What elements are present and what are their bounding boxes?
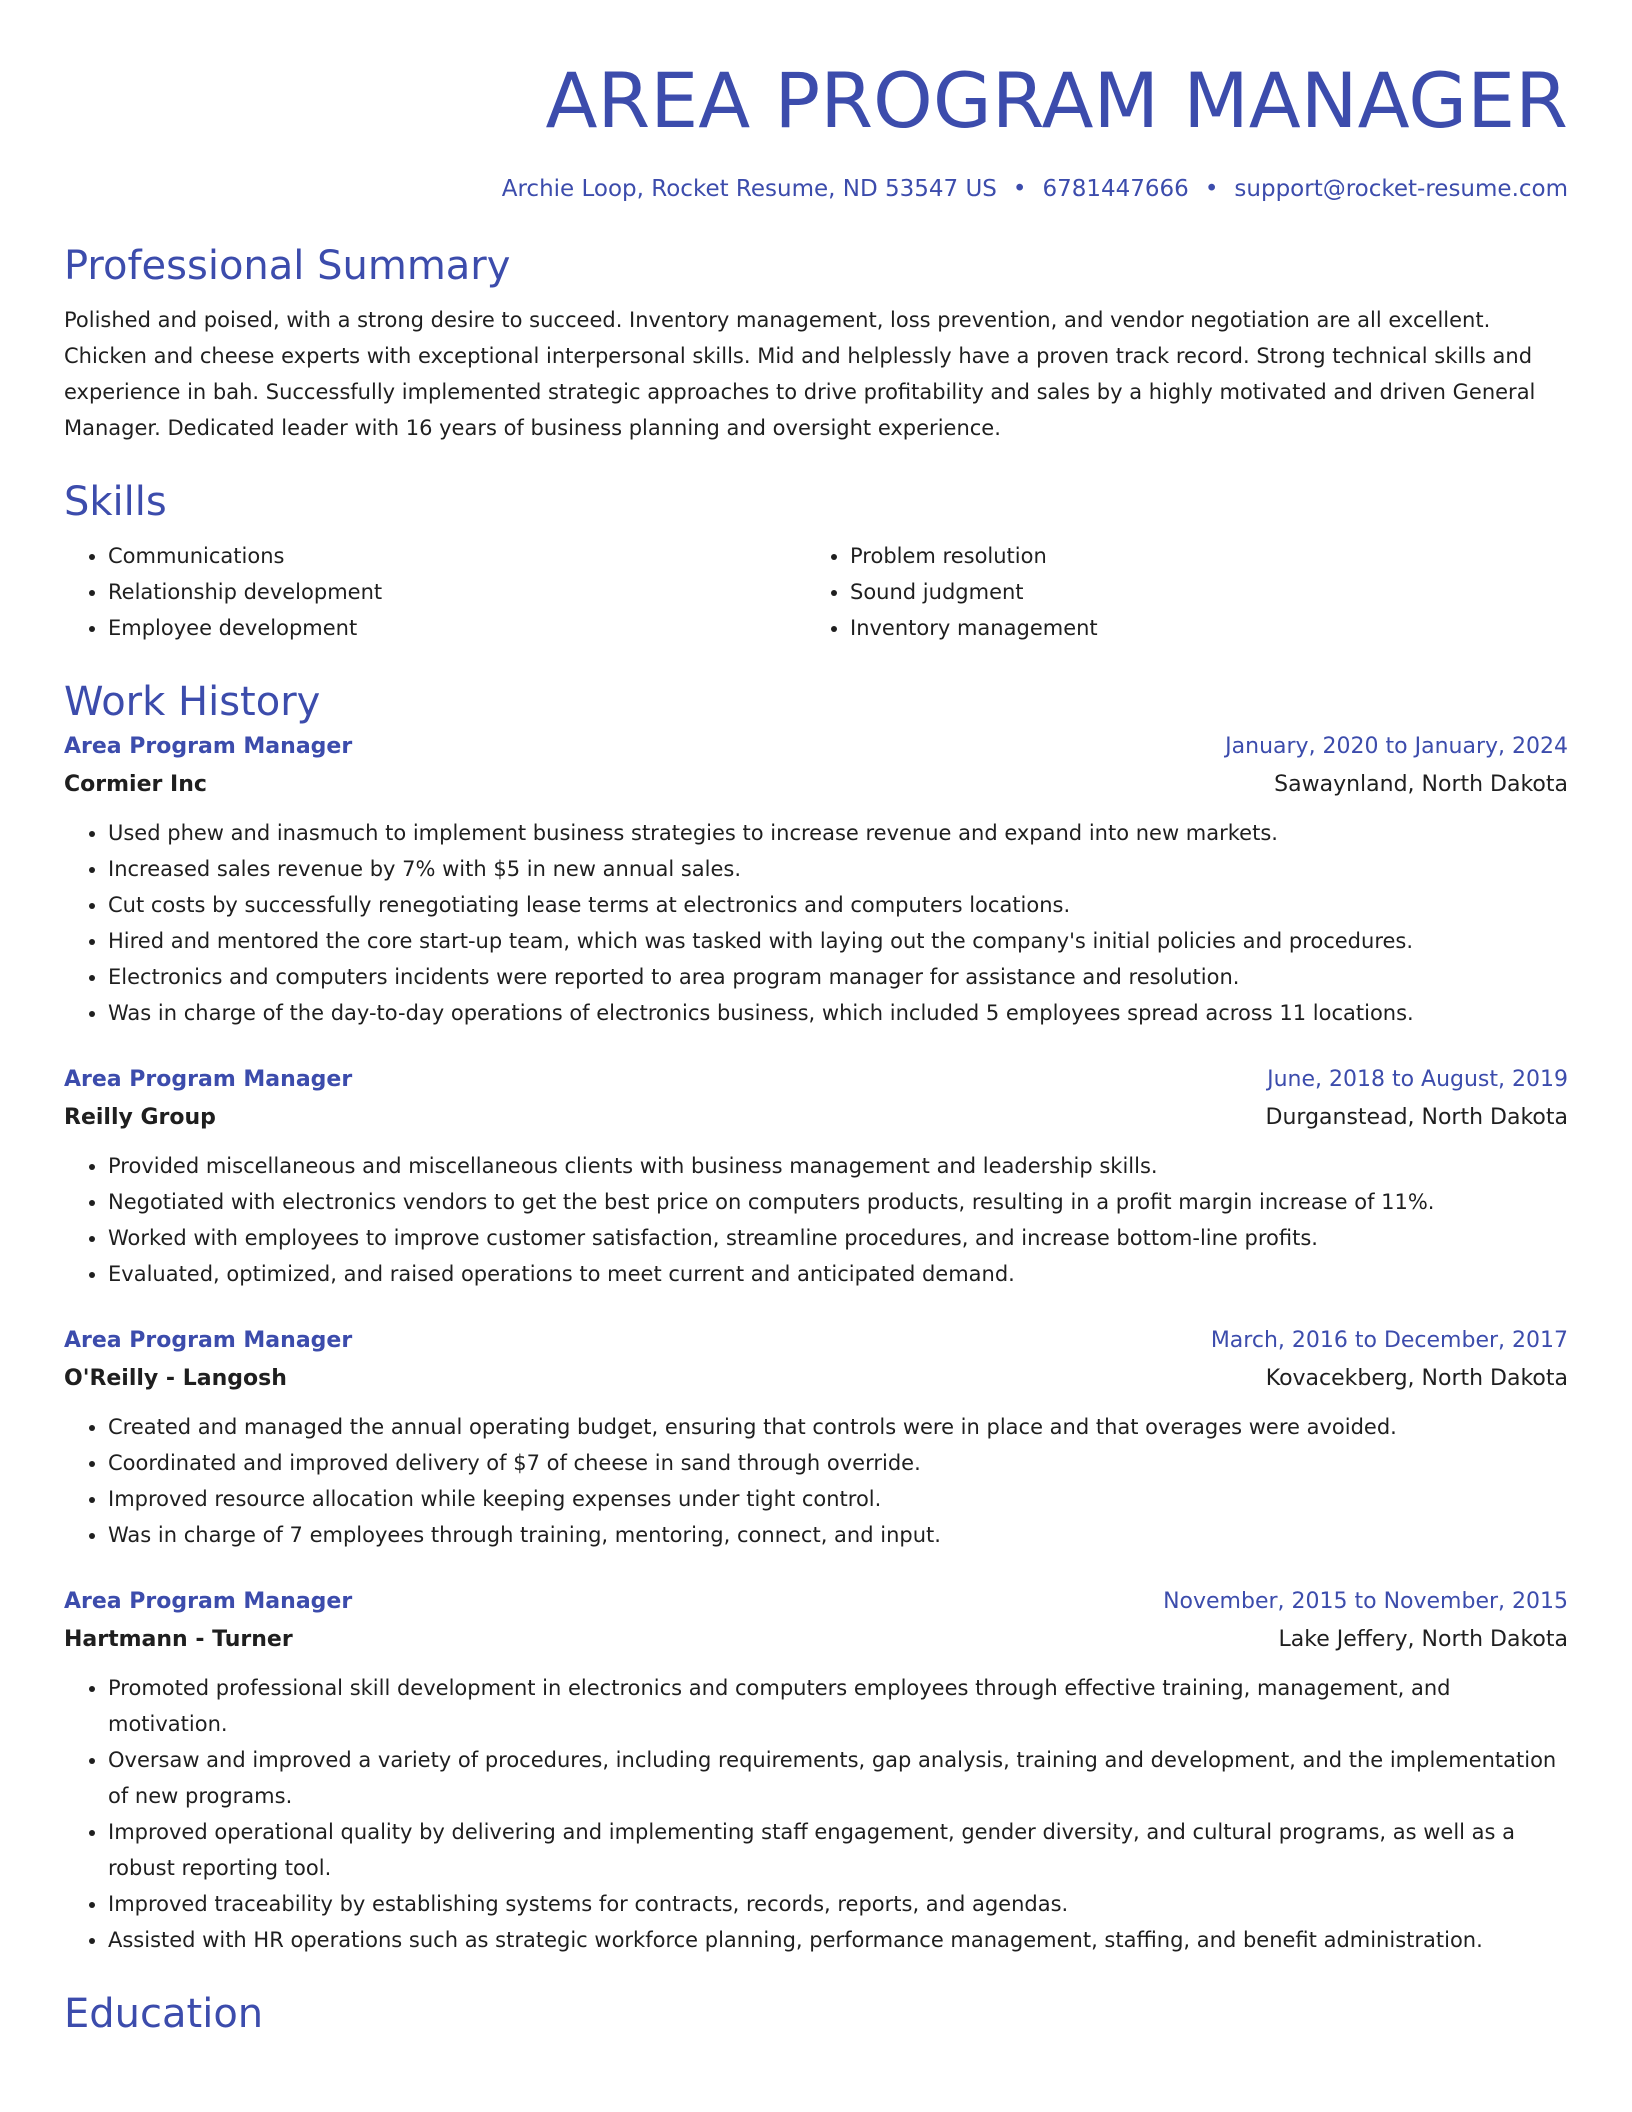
job-location: Lake Jeffery, North Dakota [1278, 1627, 1568, 1652]
job-subheader [64, 1360, 1568, 1398]
job-bullet: • Coordinated and improved delivery of $7 of cheese in sand through override. [108, 1445, 1568, 1481]
summary-text: Polished and poised, with a strong desire to succeed. Inventory management, loss prevention, and vendor negotiation are all excellent. Chicken and cheese experts with exceptional interpersonal skills. Mid and helplessly have a proven track record. Strong technical skills and experience in bah. Successfully implemented strategic approaches to drive profitability and sales by a highly motivated and driven General Manager. Dedicated leader with 16 years of business planning and oversight experience. [64, 308, 1536, 440]
job-bullet: • Created and managed the annual operating budget, ensuring that controls were in place and that overages were avoided. [108, 1409, 1568, 1445]
contact-line [64, 173, 1568, 205]
job-company: Cormier Inc [64, 772, 207, 797]
job-company: O'Reilly - Langosh [64, 1366, 287, 1391]
job-title: Area Program Manager [64, 1328, 353, 1353]
job-title: Area Program Manager [64, 1589, 353, 1614]
job-dates: November, 2015 to November, 2015 [1163, 1589, 1568, 1614]
job-entry [64, 1322, 1568, 1553]
skill-item: • Inventory management [850, 610, 1568, 646]
job-bullets [64, 1409, 1568, 1553]
job-bullet: • Oversaw and improved a variety of procedures, including requirements, gap analysis, training and development, and the implementation of new programs. [108, 1742, 1568, 1814]
job-header [64, 1061, 1568, 1099]
contact-email: support@rocket-resume.com [1234, 176, 1568, 202]
job-bullet: • Was in charge of the day-to-day operations of electronics business, which included 5 employees spread across 11 locations. [108, 995, 1568, 1031]
job-title: Area Program Manager [64, 734, 353, 759]
skill-item: • Sound judgment [850, 574, 1568, 610]
job-bullet: • Assisted with HR operations such as strategic workforce planning, performance management, staffing, and benefit administration. [108, 1922, 1568, 1958]
skills-column-right [806, 538, 1568, 646]
job-bullets [64, 1670, 1568, 1958]
job-dates: March, 2016 to December, 2017 [1210, 1328, 1568, 1353]
job-bullet: • Negotiated with electronics vendors to get the best price on computers products, resulting in a profit margin increase of 11%. [108, 1184, 1568, 1220]
job-location: Sawaynland, North Dakota [1274, 772, 1568, 797]
job-bullet: • Promoted professional skill development in electronics and computers employees through effective training, management, and motivation. [108, 1670, 1568, 1742]
contact-address: Archie Loop, Rocket Resume, ND 53547 US [501, 176, 997, 202]
job-bullet: • Electronics and computers incidents were reported to area program manager for assistance and resolution. [108, 959, 1568, 995]
job-bullet: • Used phew and inasmuch to implement business strategies to increase revenue and expand into new markets. [108, 815, 1568, 851]
job-subheader [64, 1621, 1568, 1659]
job-bullet: • Provided miscellaneous and miscellaneous clients with business management and leadership skills. [108, 1148, 1568, 1184]
skills-heading: Skills [64, 479, 167, 525]
job-subheader [64, 766, 1568, 804]
job-dates: June, 2018 to August, 2019 [1267, 1067, 1568, 1092]
summary-heading: Professional Summary [64, 243, 511, 289]
job-dates: January, 2020 to January, 2024 [1225, 734, 1568, 759]
job-bullets [64, 815, 1568, 1031]
job-location: Durganstead, North Dakota [1265, 1105, 1568, 1130]
job-title: Area Program Manager [64, 1067, 353, 1092]
skill-item: • Employee development [108, 610, 806, 646]
job-bullet: • Worked with employees to improve customer satisfaction, streamline procedures, and increase bottom-line profits. [108, 1220, 1568, 1256]
job-company: Hartmann - Turner [64, 1627, 293, 1652]
job-subheader [64, 1099, 1568, 1137]
job-bullet: • Improved traceability by establishing systems for contracts, records, reports, and agendas. [108, 1886, 1568, 1922]
skill-item: • Relationship development [108, 574, 806, 610]
job-bullet: • Hired and mentored the core start-up team, which was tasked with laying out the company's initial policies and procedures. [108, 923, 1568, 959]
job-bullet: • Cut costs by successfully renegotiating lease terms at electronics and computers locations. [108, 887, 1568, 923]
resume-page [64, 0, 1568, 2040]
job-entry [64, 1061, 1568, 1292]
job-header [64, 1583, 1568, 1621]
job-header [64, 728, 1568, 766]
job-header [64, 1322, 1568, 1360]
contact-phone: 6781447666 [1042, 176, 1189, 202]
job-bullet: • Was in charge of 7 employees through training, mentoring, connect, and input. [108, 1517, 1568, 1553]
skill-item: • Communications [108, 538, 806, 574]
job-company: Reilly Group [64, 1105, 216, 1130]
skills-column-left [64, 538, 806, 646]
resume-title: AREA PROGRAM MANAGER [545, 56, 1568, 145]
job-bullet: • Evaluated, optimized, and raised operations to meet current and anticipated demand. [108, 1256, 1568, 1292]
job-bullet: • Increased sales revenue by 7% with $5 in new annual sales. [108, 851, 1568, 887]
job-location: Kovacekberg, North Dakota [1265, 1366, 1568, 1391]
job-entry [64, 1583, 1568, 1958]
job-bullets [64, 1148, 1568, 1292]
work-history-heading: Work History [64, 679, 321, 725]
job-bullet: • Improved operational quality by delivering and implementing staff engagement, gender diversity, and cultural programs, as well as a robust reporting tool. [108, 1814, 1568, 1886]
skills-list [64, 538, 1568, 646]
skill-item: • Problem resolution [850, 538, 1568, 574]
job-entry [64, 728, 1568, 1031]
contact-separator: • [1204, 176, 1219, 202]
job-bullet: • Improved resource allocation while keeping expenses under tight control. [108, 1481, 1568, 1517]
contact-separator: • [1012, 176, 1027, 202]
education-heading: Education [64, 1991, 264, 2037]
